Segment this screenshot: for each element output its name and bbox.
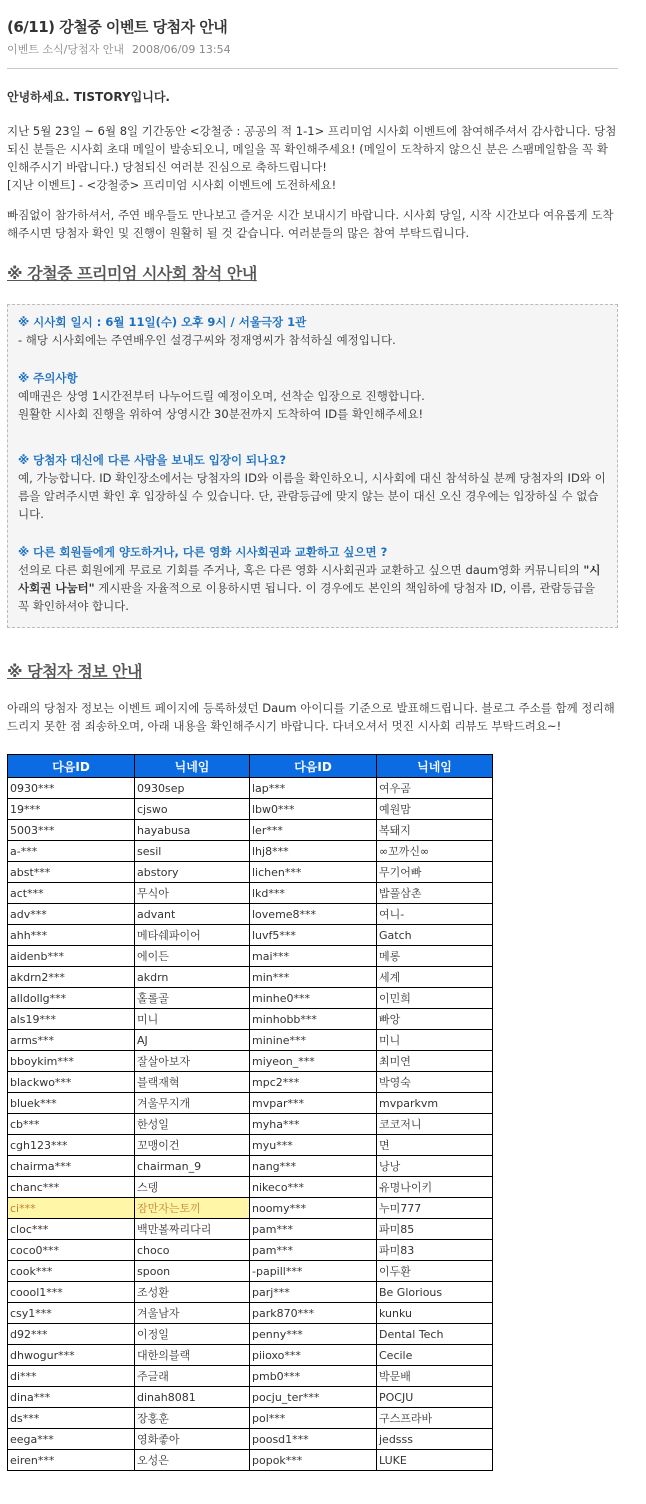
header-daum-id: 다음ID [8, 755, 135, 778]
nickname-cell: 잘살아보자 [135, 1051, 250, 1072]
nickname-cell: 세계 [377, 967, 493, 988]
daum-id-cell: als19*** [8, 1009, 135, 1030]
daum-id-cell: pmb0*** [250, 1366, 377, 1387]
daum-id-cell: bboykim*** [8, 1051, 135, 1072]
attendance-info-box [7, 304, 618, 628]
nickname-cell: 영화좋아 [135, 1429, 250, 1450]
nickname-cell: 한성일 [135, 1114, 250, 1135]
winners-table [7, 754, 493, 1471]
info-body: 예, 가능합니다. ID 확인장소에서는 당첨자의 ID와 이름을 확인하오니, 시사회에 대신 참석하실 분께 당첨자의 ID와 이름을 알려주시면 확인 후 입장하실 수 있습니다. 단, 관람등급에 맞지 않는 분이 대신 오신 경우에는 입장하실 수 없습니다. [18, 471, 606, 521]
info-block-notice [18, 369, 607, 423]
post-date: 2008/06/09 13:54 [131, 43, 231, 56]
daum-id-cell: 19*** [8, 799, 135, 820]
nickname-cell: dinah8081 [135, 1387, 250, 1408]
nickname-cell: 무기어빠 [377, 862, 493, 883]
nickname-cell: POCJU [377, 1387, 493, 1408]
info-body-post: 게시판을 자율적으로 이용하시면 됩니다. 이 경우에도 본인의 책임하에 당첨자 ID, 이름, 관람등급을 꼭 확인하셔야 합니다. [18, 581, 595, 613]
post-meta [7, 41, 618, 57]
daum-id-cell: ler*** [250, 820, 377, 841]
table-row [8, 1009, 493, 1030]
nickname-cell: 밥풀삼촌 [377, 883, 493, 904]
daum-id-cell: lap*** [250, 778, 377, 799]
table-row [8, 988, 493, 1009]
daum-id-cell: 0930*** [8, 778, 135, 799]
daum-id-cell: chairma*** [8, 1156, 135, 1177]
daum-id-cell: a-*** [8, 841, 135, 862]
table-row [8, 1282, 493, 1303]
table-row [8, 1156, 493, 1177]
nickname-cell: 무식아 [135, 883, 250, 904]
info-block-transfer [18, 543, 607, 615]
daum-id-cell: ci*** [8, 1198, 135, 1219]
nickname-cell: kunku [377, 1303, 493, 1324]
daum-id-cell: dina*** [8, 1387, 135, 1408]
table-row [8, 1450, 493, 1471]
daum-id-cell: ds*** [8, 1408, 135, 1429]
nickname-cell: 블랙재혁 [135, 1072, 250, 1093]
daum-id-cell: minhe0*** [250, 988, 377, 1009]
nickname-cell: 여니- [377, 904, 493, 925]
info-body: - 해당 시사회에는 주연배우인 설경구씨와 정재영씨가 참석하실 예정입니다. [18, 333, 396, 347]
nickname-cell: hayabusa [135, 820, 250, 841]
daum-id-cell: lkd*** [250, 883, 377, 904]
info-heading: ※ 다른 회원들에게 양도하거나, 다른 영화 시사회권과 교환하고 싶으면 ? [18, 545, 388, 559]
daum-id-cell: eega*** [8, 1429, 135, 1450]
post-category-link[interactable]: 이벤트 소식/당첨자 안내 [7, 43, 124, 56]
nickname-cell: 박영숙 [377, 1072, 493, 1093]
nickname-cell: 조성환 [135, 1282, 250, 1303]
daum-id-cell: akdrn2*** [8, 967, 135, 988]
table-row [8, 1303, 493, 1324]
intro-text: 지난 5월 23일 ~ 6월 8일 기간동안 <강철중 : 공공의 적 1-1> 프리미엄 시사회 이벤트에 참여해주셔서 감사합니다. 당첨되신 분들은 시사회 초대 메일이 발송되오니, 메일을 꼭 확인해주세요! (메일이 도착하지 않으신 분은 스팸메일함을 꼭 확인해주시기 바랍니다.) 당첨되신 여러분 진심으로 축하드립니다! [7, 124, 617, 174]
board-name: "시사회권 나눔터" [18, 563, 601, 595]
header-nickname: 닉네임 [377, 755, 493, 778]
nickname-cell: abstory [135, 862, 250, 883]
info-body: 예매권은 상영 1시간전부터 나누어드릴 예정이오며, 선착순 입장으로 진행합니다. [18, 389, 425, 403]
daum-id-cell: pam*** [250, 1240, 377, 1261]
nickname-cell: 장홍훈 [135, 1408, 250, 1429]
daum-id-cell: myha*** [250, 1114, 377, 1135]
header-daum-id: 다음ID [250, 755, 377, 778]
daum-id-cell: coco0*** [8, 1240, 135, 1261]
daum-id-cell: cook*** [8, 1261, 135, 1282]
nickname-cell: AJ [135, 1030, 250, 1051]
table-row [8, 1366, 493, 1387]
table-row [8, 799, 493, 820]
info-body [18, 561, 607, 615]
daum-id-cell: eiren*** [8, 1450, 135, 1471]
nickname-cell: 겨울남자 [135, 1303, 250, 1324]
nickname-cell: 오성은 [135, 1450, 250, 1471]
daum-id-cell: miyeon_*** [250, 1051, 377, 1072]
nickname-cell: 면 [377, 1135, 493, 1156]
nickname-cell: 이두환 [377, 1261, 493, 1282]
table-row [8, 1135, 493, 1156]
nickname-cell: akdrn [135, 967, 250, 988]
intro-paragraph-2: 빠짐없이 참가하셔서, 주연 배우들도 만나보고 즐거운 시간 보내시기 바랍니다. 시사회 당일, 시작 시간보다 여유롭게 도착해주시면 당첨자 확인 및 진행이 원활히 될 것 같습니다. 여러분들의 많은 참여 부탁드립니다. [7, 208, 614, 240]
nickname-cell: 에이든 [135, 946, 250, 967]
nickname-cell: 구스프라바 [377, 1408, 493, 1429]
table-row [8, 1198, 493, 1219]
daum-id-cell: act*** [8, 883, 135, 904]
nickname-cell: choco [135, 1240, 250, 1261]
daum-id-cell: blackwo*** [8, 1072, 135, 1093]
table-row [8, 1177, 493, 1198]
daum-id-cell: dhwogur*** [8, 1345, 135, 1366]
daum-id-cell: lbw0*** [250, 799, 377, 820]
nickname-cell: 여우곰 [377, 778, 493, 799]
daum-id-cell: minhobb*** [250, 1009, 377, 1030]
nickname-cell: advant [135, 904, 250, 925]
daum-id-cell: penny*** [250, 1324, 377, 1345]
nickname-cell: ∞꼬까신∞ [377, 841, 493, 862]
nickname-cell: 메타쉐파이어 [135, 925, 250, 946]
daum-id-cell: mpc2*** [250, 1072, 377, 1093]
table-row [8, 1324, 493, 1345]
info-body-pre: 선의로 다른 회원에게 무료로 기회를 주거나, 혹은 다른 영화 시사회권과 교환하고 싶으면 daum영화 커뮤니티의 [18, 563, 584, 577]
table-header-row [8, 755, 493, 778]
table-row [8, 1387, 493, 1408]
nickname-cell: 복돼지 [377, 820, 493, 841]
daum-id-cell: abst*** [8, 862, 135, 883]
daum-id-cell: myu*** [250, 1135, 377, 1156]
daum-id-cell: bluek*** [8, 1093, 135, 1114]
daum-id-cell: -papill*** [250, 1261, 377, 1282]
nickname-cell: 메롱 [377, 946, 493, 967]
daum-id-cell: cgh123*** [8, 1135, 135, 1156]
nickname-cell: cjswo [135, 799, 250, 820]
table-row [8, 925, 493, 946]
info-heading: ※ 당첨자 대신에 다른 사람을 보내도 입장이 되나요? [18, 453, 287, 467]
daum-id-cell: parj*** [250, 1282, 377, 1303]
table-row [8, 1114, 493, 1135]
nickname-cell: 예원맘 [377, 799, 493, 820]
daum-id-cell: ahh*** [8, 925, 135, 946]
section-title-attendance: ※ 강철중 프리미엄 시사회 참석 안내 [7, 264, 257, 283]
table-row [8, 1429, 493, 1450]
table-row [8, 1072, 493, 1093]
daum-id-cell: luvf5*** [250, 925, 377, 946]
nickname-cell: chairman_9 [135, 1156, 250, 1177]
nickname-cell: 파미83 [377, 1240, 493, 1261]
daum-id-cell: 5003*** [8, 820, 135, 841]
intro-paragraph [7, 122, 618, 194]
daum-id-cell: mvpar*** [250, 1093, 377, 1114]
table-row [8, 1240, 493, 1261]
daum-id-cell: pam*** [250, 1219, 377, 1240]
nickname-cell: Be Glorious [377, 1282, 493, 1303]
table-row [8, 1261, 493, 1282]
nickname-cell: jedsss [377, 1429, 493, 1450]
nickname-cell: 스뎅 [135, 1177, 250, 1198]
table-row [8, 946, 493, 967]
greeting: 안녕하세요. TISTORY입니다. [7, 90, 170, 104]
daum-id-cell: nang*** [250, 1156, 377, 1177]
nickname-cell: 백만볼짜리다리 [135, 1219, 250, 1240]
info-heading: ※ 주의사항 [18, 371, 78, 385]
nickname-cell: 주글래 [135, 1366, 250, 1387]
title-divider [7, 68, 618, 69]
winners-intro: 아래의 당첨자 정보는 이벤트 페이지에 등록하셨던 Daum 아이디를 기준으로 발표해드립니다. 블로그 주소를 함께 정리해드리지 못한 점 죄송하오며, 아래 내용을 확인해주시기 바랍니다. 다녀오셔서 멋진 시사회 리뷰도 부탁드려요~! [7, 701, 615, 733]
daum-id-cell: lichen*** [250, 862, 377, 883]
table-row [8, 820, 493, 841]
table-row [8, 1093, 493, 1114]
nickname-cell: 코코저니 [377, 1114, 493, 1135]
nickname-cell: 대한의블랙 [135, 1345, 250, 1366]
daum-id-cell: piioxo*** [250, 1345, 377, 1366]
nickname-cell: 파미85 [377, 1219, 493, 1240]
info-block-proxy [18, 451, 607, 523]
daum-id-cell: aidenb*** [8, 946, 135, 967]
daum-id-cell: minine*** [250, 1030, 377, 1051]
table-row [8, 778, 493, 799]
header-nickname: 닉네임 [135, 755, 250, 778]
nickname-cell: 0930sep [135, 778, 250, 799]
daum-id-cell: park870*** [250, 1303, 377, 1324]
nickname-cell: Gatch [377, 925, 493, 946]
daum-id-cell: cloc*** [8, 1219, 135, 1240]
nickname-cell: 미니 [135, 1009, 250, 1030]
daum-id-cell: chanc*** [8, 1177, 135, 1198]
nickname-cell: spoon [135, 1261, 250, 1282]
info-heading: ※ 시사회 일시 : 6월 11일(수) 오후 9시 / 서울극장 1관 [18, 315, 307, 329]
table-row [8, 1345, 493, 1366]
nickname-cell: 꼬맹이건 [135, 1135, 250, 1156]
daum-id-cell: alldollg*** [8, 988, 135, 1009]
nickname-cell: LUKE [377, 1450, 493, 1471]
nickname-cell: 겨울무지개 [135, 1093, 250, 1114]
nickname-cell: 박문배 [377, 1366, 493, 1387]
daum-id-cell: noomy*** [250, 1198, 377, 1219]
nickname-cell: 미니 [377, 1030, 493, 1051]
table-row [8, 883, 493, 904]
daum-id-cell: lhj8*** [250, 841, 377, 862]
daum-id-cell: coool1*** [8, 1282, 135, 1303]
table-row [8, 1030, 493, 1051]
section-title-winners: ※ 당첨자 정보 안내 [7, 662, 142, 681]
nickname-cell: Cecile [377, 1345, 493, 1366]
nickname-cell: 누미777 [377, 1198, 493, 1219]
nickname-cell: 잠만자는토끼 [135, 1198, 250, 1219]
nickname-cell: 최미연 [377, 1051, 493, 1072]
table-row [8, 1408, 493, 1429]
daum-id-cell: loveme8*** [250, 904, 377, 925]
nickname-cell: 이민희 [377, 988, 493, 1009]
nickname-cell: 홀롤골 [135, 988, 250, 1009]
daum-id-cell: poosd1*** [250, 1429, 377, 1450]
nickname-cell: mvparkvm [377, 1093, 493, 1114]
table-row [8, 1219, 493, 1240]
daum-id-cell: mai*** [250, 946, 377, 967]
daum-id-cell: popok*** [250, 1450, 377, 1471]
nickname-cell: 빠앙 [377, 1009, 493, 1030]
table-row [8, 967, 493, 988]
nickname-cell: 유명나이키 [377, 1177, 493, 1198]
daum-id-cell: nikeco*** [250, 1177, 377, 1198]
daum-id-cell: d92*** [8, 1324, 135, 1345]
table-row [8, 904, 493, 925]
daum-id-cell: pol*** [250, 1408, 377, 1429]
daum-id-cell: cb*** [8, 1114, 135, 1135]
nickname-cell: sesil [135, 841, 250, 862]
daum-id-cell: pocju_ter*** [250, 1387, 377, 1408]
nickname-cell: 이정일 [135, 1324, 250, 1345]
post-title: (6/11) 강철중 이벤트 당첨자 안내 [7, 18, 228, 36]
info-block-schedule [18, 313, 607, 349]
daum-id-cell: csy1*** [8, 1303, 135, 1324]
nickname-cell: Dental Tech [377, 1324, 493, 1345]
info-body: 원활한 시사회 진행을 위하여 상영시간 30분전까지 도착하여 ID를 확인해주세요! [18, 407, 424, 421]
winners-table-body [8, 778, 493, 1471]
daum-id-cell: adv*** [8, 904, 135, 925]
table-row [8, 1051, 493, 1072]
daum-id-cell: di*** [8, 1366, 135, 1387]
table-row [8, 841, 493, 862]
past-event-link[interactable]: [지난 이벤트] - <강철중> 프리미엄 시사회 이벤트에 도전하세요! [7, 178, 337, 192]
daum-id-cell: arms*** [8, 1030, 135, 1051]
nickname-cell: 낭낭 [377, 1156, 493, 1177]
daum-id-cell: min*** [250, 967, 377, 988]
table-row [8, 862, 493, 883]
